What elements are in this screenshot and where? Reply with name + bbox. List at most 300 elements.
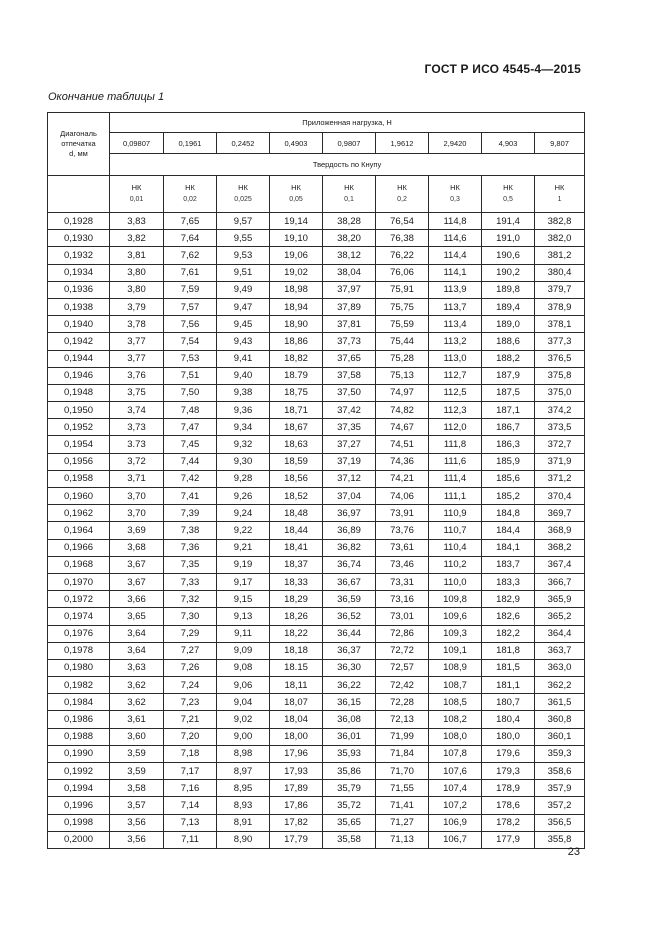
diagonal-cell: 0,1930 (48, 230, 110, 247)
hardness-cell: 7,11 (164, 831, 217, 848)
table-row (48, 556, 585, 573)
hardness-cell: 37,50 (323, 384, 376, 401)
table-row (48, 298, 585, 315)
hardness-cell: 7,64 (164, 230, 217, 247)
scale-corner-cell (48, 176, 110, 213)
hardness-cell: 7,39 (164, 505, 217, 522)
table-row (48, 625, 585, 642)
hardness-cell: 179,3 (482, 763, 535, 780)
diagonal-cell: 0,1962 (48, 505, 110, 522)
hardness-cell: 107,4 (429, 780, 482, 797)
hardness-cell: 73,91 (376, 505, 429, 522)
table-row (48, 797, 585, 814)
hardness-cell: 73,31 (376, 573, 429, 590)
diagonal-cell: 0,1960 (48, 488, 110, 505)
hardness-cell: 9,19 (217, 556, 270, 573)
hardness-cell: 37,12 (323, 470, 376, 487)
hardness-cell: 9,00 (217, 728, 270, 745)
diagonal-cell: 0,1952 (48, 419, 110, 436)
hardness-cell: 366,7 (535, 573, 585, 590)
hardness-cell: 372,7 (535, 436, 585, 453)
diagonal-cell: 0,1936 (48, 281, 110, 298)
hardness-cell: 9,32 (217, 436, 270, 453)
hardness-header: Твердость по Кнупу (110, 154, 585, 176)
hardness-cell: 7,24 (164, 677, 217, 694)
hardness-cell: 36,44 (323, 625, 376, 642)
hardness-cell: 18,18 (270, 642, 323, 659)
hardness-cell: 37,89 (323, 298, 376, 315)
diagonal-cell: 0,1950 (48, 402, 110, 419)
hardness-cell: 3.73 (110, 436, 164, 453)
hardness-cell: 17,86 (270, 797, 323, 814)
hardness-cell: 7,44 (164, 453, 217, 470)
hardness-cell: 37,73 (323, 333, 376, 350)
table-row (48, 763, 585, 780)
hardness-cell: 365,2 (535, 608, 585, 625)
hardness-cell: 110,9 (429, 505, 482, 522)
hardness-cell: 73,01 (376, 608, 429, 625)
hardness-cell: 3,69 (110, 522, 164, 539)
hardness-cell: 3,77 (110, 333, 164, 350)
hardness-cell: 188,2 (482, 350, 535, 367)
hardness-cell: 380,4 (535, 264, 585, 281)
hardness-cell: 185,2 (482, 488, 535, 505)
hardness-cell: 37,58 (323, 367, 376, 384)
table-row (48, 659, 585, 676)
load-value-cell: 0,1961 (164, 133, 217, 154)
diagonal-cell: 0,1972 (48, 591, 110, 608)
load-value-cell: 0,09807 (110, 133, 164, 154)
hardness-cell: 9,36 (217, 402, 270, 419)
diagonal-cell: 0,1944 (48, 350, 110, 367)
hardness-cell: 71,84 (376, 745, 429, 762)
scale-load: 0,05 (289, 196, 303, 203)
hardness-cell: 106,9 (429, 814, 482, 831)
diagonal-cell: 0,1998 (48, 814, 110, 831)
hardness-cell: 18,63 (270, 436, 323, 453)
hardness-cell: 359,3 (535, 745, 585, 762)
hardness-cell: 9,09 (217, 642, 270, 659)
table-body (48, 213, 585, 849)
hardness-cell: 76,38 (376, 230, 429, 247)
hardness-cell: 75,75 (376, 298, 429, 315)
hardness-cell: 8,91 (217, 814, 270, 831)
hardness-cell: 38,12 (323, 247, 376, 264)
load-value-cell: 0,2452 (217, 133, 270, 154)
hardness-cell: 9,53 (217, 247, 270, 264)
hardness-cell: 191,4 (482, 213, 535, 230)
hardness-cell: 36,59 (323, 591, 376, 608)
hardness-cell: 18,11 (270, 677, 323, 694)
hardness-cell: 7,23 (164, 694, 217, 711)
hardness-cell: 18,48 (270, 505, 323, 522)
table-row (48, 728, 585, 745)
table-row (48, 539, 585, 556)
hardness-cell: 3,71 (110, 470, 164, 487)
hardness-cell: 7,16 (164, 780, 217, 797)
hardness-cell: 8,95 (217, 780, 270, 797)
hardness-cell: 367,4 (535, 556, 585, 573)
hardness-cell: 7,54 (164, 333, 217, 350)
hardness-cell: 376,5 (535, 350, 585, 367)
hardness-cell: 37,35 (323, 419, 376, 436)
hardness-cell: 107,6 (429, 763, 482, 780)
diagonal-cell: 0,1932 (48, 247, 110, 264)
diagonal-cell: 0,1956 (48, 453, 110, 470)
table-row (48, 436, 585, 453)
hardness-cell: 9,40 (217, 367, 270, 384)
hardness-cell: 111,1 (429, 488, 482, 505)
hardness-cell: 18,41 (270, 539, 323, 556)
hardness-cell: 36,89 (323, 522, 376, 539)
hardness-cell: 36,22 (323, 677, 376, 694)
table-row (48, 814, 585, 831)
hardness-cell: 3,82 (110, 230, 164, 247)
hardness-cell: 7,56 (164, 316, 217, 333)
hardness-cell: 9,02 (217, 711, 270, 728)
hardness-cell: 3,59 (110, 745, 164, 762)
hardness-cell: 3,67 (110, 573, 164, 590)
hardness-cell: 72,57 (376, 659, 429, 676)
hardness-cell: 7,57 (164, 298, 217, 315)
hardness-cell: 74,82 (376, 402, 429, 419)
diagonal-cell: 0,1994 (48, 780, 110, 797)
hardness-cell: 3,74 (110, 402, 164, 419)
table-row (48, 642, 585, 659)
hardness-cell: 35,79 (323, 780, 376, 797)
hardness-cell: 114,1 (429, 264, 482, 281)
hardness-cell: 3,56 (110, 814, 164, 831)
hardness-cell: 9,28 (217, 470, 270, 487)
hardness-cell: 17,96 (270, 745, 323, 762)
load-value-cell: 0,4903 (270, 133, 323, 154)
hardness-cell: 178,9 (482, 780, 535, 797)
hardness-cell: 112,0 (429, 419, 482, 436)
hardness-cell: 37,81 (323, 316, 376, 333)
hardness-cell: 8,98 (217, 745, 270, 762)
load-value-cell: 2,9420 (429, 133, 482, 154)
hardness-cell: 181,8 (482, 642, 535, 659)
hardness-cell: 378,1 (535, 316, 585, 333)
scale-header-cell (429, 176, 482, 213)
hardness-cell: 7,51 (164, 367, 217, 384)
table-row (48, 711, 585, 728)
table-row (48, 350, 585, 367)
hardness-cell: 180,4 (482, 711, 535, 728)
scale-load: 0,025 (234, 196, 252, 203)
load-value-cell: 9,807 (535, 133, 585, 154)
hardness-cell: 9,24 (217, 505, 270, 522)
hardness-cell: 9,41 (217, 350, 270, 367)
hardness-cell: 35,58 (323, 831, 376, 848)
table-row (48, 505, 585, 522)
table-row (48, 402, 585, 419)
hardness-cell: 73,16 (376, 591, 429, 608)
hardness-cell: 3,77 (110, 350, 164, 367)
hardness-cell: 3,79 (110, 298, 164, 315)
document-standard-title: ГОСТ Р ИСО 4545-4—2015 (424, 62, 581, 76)
hardness-cell: 9,11 (217, 625, 270, 642)
scale-symbol: НК (131, 183, 142, 192)
hardness-table (47, 112, 585, 849)
hardness-cell: 183,7 (482, 556, 535, 573)
hardness-cell: 9,49 (217, 281, 270, 298)
table-row (48, 608, 585, 625)
hardness-cell: 3,60 (110, 728, 164, 745)
hardness-cell: 7,21 (164, 711, 217, 728)
hardness-cell: 18,56 (270, 470, 323, 487)
hardness-cell: 7,53 (164, 350, 217, 367)
hardness-cell: 7,59 (164, 281, 217, 298)
scale-header-cell (164, 176, 217, 213)
diagonal-cell: 0,1992 (48, 763, 110, 780)
hardness-cell: 111,4 (429, 470, 482, 487)
hardness-cell: 18,90 (270, 316, 323, 333)
hardness-cell: 18,86 (270, 333, 323, 350)
hardness-cell: 17,89 (270, 780, 323, 797)
hardness-cell: 7,47 (164, 419, 217, 436)
table-row (48, 230, 585, 247)
diagonal-cell: 0,1942 (48, 333, 110, 350)
hardness-cell: 35,93 (323, 745, 376, 762)
hardness-cell: 18,52 (270, 488, 323, 505)
load-header: Приложенная нагрузка, Н (110, 113, 585, 133)
hardness-cell: 19,02 (270, 264, 323, 281)
hardness-cell: 9,26 (217, 488, 270, 505)
diagonal-cell: 0,1970 (48, 573, 110, 590)
hardness-cell: 369,7 (535, 505, 585, 522)
hardness-cell: 113,7 (429, 298, 482, 315)
hardness-cell: 3,64 (110, 642, 164, 659)
hardness-cell: 181,1 (482, 677, 535, 694)
hardness-cell: 114,6 (429, 230, 482, 247)
hardness-cell: 76,54 (376, 213, 429, 230)
hardness-cell: 370,4 (535, 488, 585, 505)
hardness-cell: 3,72 (110, 453, 164, 470)
diagonal-header-line: Диагональ (60, 129, 97, 138)
table-row (48, 677, 585, 694)
hardness-cell: 9,30 (217, 453, 270, 470)
hardness-cell: 72,72 (376, 642, 429, 659)
hardness-cell: 9,08 (217, 659, 270, 676)
hardness-cell: 108,0 (429, 728, 482, 745)
table-row (48, 384, 585, 401)
hardness-cell: 184,8 (482, 505, 535, 522)
hardness-cell: 113,9 (429, 281, 482, 298)
hardness-cell: 3,65 (110, 608, 164, 625)
hardness-cell: 189,0 (482, 316, 535, 333)
hardness-cell: 109,6 (429, 608, 482, 625)
diagonal-cell: 0,1978 (48, 642, 110, 659)
hardness-cell: 36,82 (323, 539, 376, 556)
hardness-cell: 7,62 (164, 247, 217, 264)
diagonal-cell: 0,1980 (48, 659, 110, 676)
hardness-cell: 72,42 (376, 677, 429, 694)
hardness-cell: 9,47 (217, 298, 270, 315)
hardness-cell: 382,0 (535, 230, 585, 247)
hardness-cell: 357,2 (535, 797, 585, 814)
hardness-cell: 36,30 (323, 659, 376, 676)
hardness-cell: 3,57 (110, 797, 164, 814)
hardness-cell: 360,1 (535, 728, 585, 745)
hardness-cell: 184,4 (482, 522, 535, 539)
diagonal-cell: 0,1938 (48, 298, 110, 315)
hardness-cell: 36,01 (323, 728, 376, 745)
hardness-cell: 9,21 (217, 539, 270, 556)
hardness-cell: 181,5 (482, 659, 535, 676)
hardness-cell: 189,4 (482, 298, 535, 315)
hardness-cell: 35,65 (323, 814, 376, 831)
hardness-cell: 36,74 (323, 556, 376, 573)
hardness-cell: 7,17 (164, 763, 217, 780)
hardness-cell: 111,8 (429, 436, 482, 453)
hardness-cell: 177,9 (482, 831, 535, 848)
hardness-cell: 357,9 (535, 780, 585, 797)
diagonal-cell: 0,1948 (48, 384, 110, 401)
table-row (48, 247, 585, 264)
hardness-cell: 110,4 (429, 539, 482, 556)
hardness-cell: 37,19 (323, 453, 376, 470)
scale-symbol: НК (503, 183, 513, 192)
scale-symbol: НК (450, 183, 460, 192)
hardness-cell: 106,7 (429, 831, 482, 848)
hardness-cell: 35,72 (323, 797, 376, 814)
hardness-cell: 368,2 (535, 539, 585, 556)
hardness-cell: 3,68 (110, 539, 164, 556)
hardness-cell: 112,5 (429, 384, 482, 401)
hardness-cell: 109,1 (429, 642, 482, 659)
diagonal-cell: 0,1990 (48, 745, 110, 762)
hardness-cell: 371,2 (535, 470, 585, 487)
hardness-cell: 377,3 (535, 333, 585, 350)
diagonal-header-line: отпечатка (61, 139, 96, 148)
table-row (48, 453, 585, 470)
hardness-cell: 182,6 (482, 608, 535, 625)
table-row (48, 367, 585, 384)
hardness-cell: 19,14 (270, 213, 323, 230)
hardness-cell: 3,63 (110, 659, 164, 676)
hardness-cell: 73,76 (376, 522, 429, 539)
diagonal-cell: 0,1966 (48, 539, 110, 556)
hardness-cell: 74,06 (376, 488, 429, 505)
hardness-cell: 75,28 (376, 350, 429, 367)
hardness-cell: 9,34 (217, 419, 270, 436)
hardness-cell: 355,8 (535, 831, 585, 848)
scale-load: 0,1 (344, 196, 354, 203)
table-row (48, 213, 585, 230)
hardness-cell: 356,5 (535, 814, 585, 831)
hardness-cell: 36,08 (323, 711, 376, 728)
scale-header-cell (482, 176, 535, 213)
hardness-cell: 3,80 (110, 281, 164, 298)
scale-symbol: НК (344, 183, 354, 192)
table-row (48, 281, 585, 298)
hardness-cell: 17,93 (270, 763, 323, 780)
hardness-cell: 361,5 (535, 694, 585, 711)
hardness-cell: 38,28 (323, 213, 376, 230)
hardness-cell: 113,0 (429, 350, 482, 367)
hardness-cell: 7,35 (164, 556, 217, 573)
hardness-cell: 185,9 (482, 453, 535, 470)
diagonal-cell: 0,1968 (48, 556, 110, 573)
hardness-cell: 17,82 (270, 814, 323, 831)
hardness-cell: 7,26 (164, 659, 217, 676)
hardness-cell: 358,6 (535, 763, 585, 780)
hardness-cell: 18,71 (270, 402, 323, 419)
hardness-cell: 37,97 (323, 281, 376, 298)
hardness-cell: 113,4 (429, 316, 482, 333)
hardness-cell: 373,5 (535, 419, 585, 436)
hardness-cell: 18,04 (270, 711, 323, 728)
diagonal-cell: 0,1984 (48, 694, 110, 711)
hardness-cell: 3,59 (110, 763, 164, 780)
hardness-cell: 71,27 (376, 814, 429, 831)
scale-row (48, 176, 585, 213)
hardness-cell: 365,9 (535, 591, 585, 608)
hardness-cell: 74,36 (376, 453, 429, 470)
hardness-cell: 18,44 (270, 522, 323, 539)
hardness-cell: 18,82 (270, 350, 323, 367)
hardness-cell: 71,41 (376, 797, 429, 814)
hardness-cell: 74,51 (376, 436, 429, 453)
hardness-cell: 109,8 (429, 591, 482, 608)
scale-symbol: НК (238, 183, 248, 192)
scale-load: 0,5 (503, 196, 513, 203)
hardness-cell: 112,7 (429, 367, 482, 384)
hardness-cell: 18,37 (270, 556, 323, 573)
diagonal-cell: 0,1946 (48, 367, 110, 384)
hardness-cell: 7,13 (164, 814, 217, 831)
hardness-cell: 182,2 (482, 625, 535, 642)
hardness-cell: 7,33 (164, 573, 217, 590)
hardness-cell: 7,45 (164, 436, 217, 453)
table-row (48, 419, 585, 436)
hardness-cell: 111,6 (429, 453, 482, 470)
hardness-cell: 7,65 (164, 213, 217, 230)
hardness-cell: 8,90 (217, 831, 270, 848)
hardness-cell: 363,0 (535, 659, 585, 676)
scale-load: 0,01 (129, 196, 144, 203)
hardness-cell: 378,9 (535, 298, 585, 315)
hardness-cell: 17,79 (270, 831, 323, 848)
hardness-cell: 38,20 (323, 230, 376, 247)
hardness-cell: 36,97 (323, 505, 376, 522)
hardness-cell: 183,3 (482, 573, 535, 590)
hardness-cell: 36,52 (323, 608, 376, 625)
hardness-cell: 8,97 (217, 763, 270, 780)
scale-symbol: НК (185, 183, 195, 192)
hardness-cell: 374,2 (535, 402, 585, 419)
hardness-cell: 7,14 (164, 797, 217, 814)
hardness-cell: 37,04 (323, 488, 376, 505)
hardness-cell: 18,67 (270, 419, 323, 436)
table-row (48, 573, 585, 590)
table-row (48, 591, 585, 608)
hardness-cell: 114,4 (429, 247, 482, 264)
diagonal-header (48, 113, 110, 176)
hardness-cell: 108,7 (429, 677, 482, 694)
hardness-cell: 182,9 (482, 591, 535, 608)
load-value-cell: 0,9807 (323, 133, 376, 154)
hardness-cell: 75,91 (376, 281, 429, 298)
diagonal-cell: 0,1940 (48, 316, 110, 333)
hardness-cell: 178,2 (482, 814, 535, 831)
hardness-cell: 75,13 (376, 367, 429, 384)
hardness-cell: 379,7 (535, 281, 585, 298)
hardness-cell: 180,0 (482, 728, 535, 745)
scale-symbol: НК (291, 183, 301, 192)
hardness-cell: 72,86 (376, 625, 429, 642)
